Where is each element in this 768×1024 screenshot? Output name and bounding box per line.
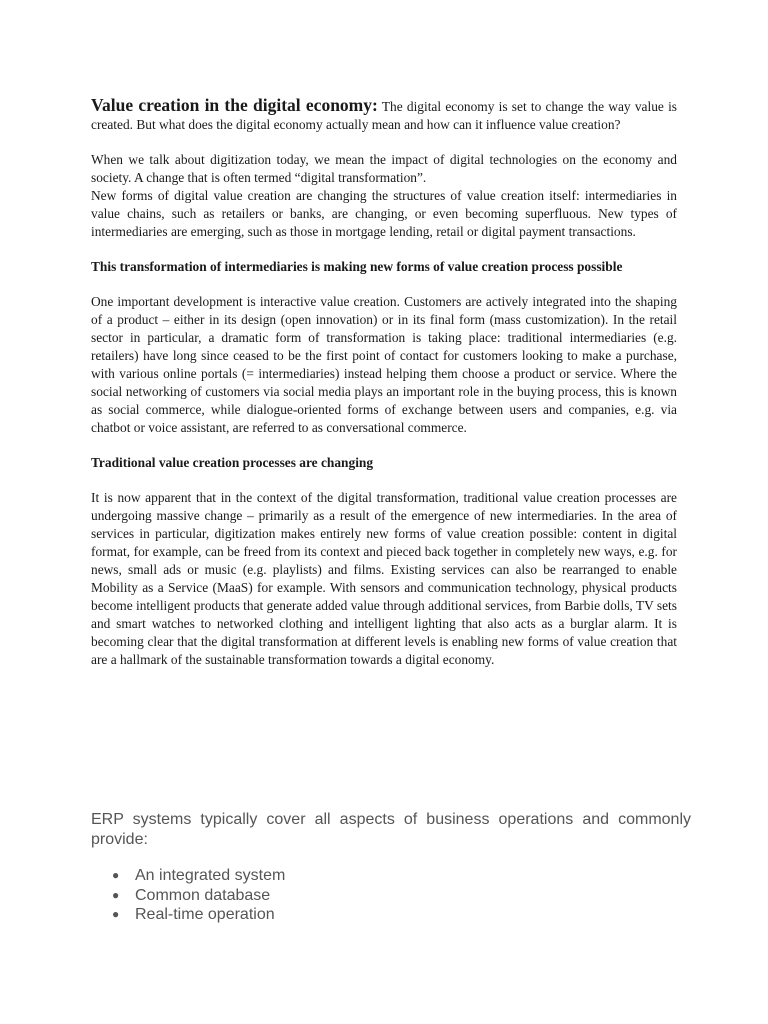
document-page [91, 95, 677, 669]
bullet-icon: ● [112, 907, 120, 921]
bullet-icon: ● [112, 868, 120, 882]
intro-body: The digital economy is set to change the way value is created. But what does the digital economy actually mean and how can it influence value creation? [91, 99, 678, 132]
erp-feature-list [91, 866, 691, 925]
intro-title: Value creation in the digital economy: [91, 95, 378, 115]
list-item [112, 886, 691, 906]
erp-intro-text: ERP systems typically cover all aspects of business operations and commonly provide: [91, 811, 691, 848]
paragraph-interactive-value-creation: One important development is interactive value creation. Customers are actively integrated into the shaping of a product – either in its design (open innovation) or in its final form (mass customization). In the retail sector in particular, a dramatic form of transformation is taking place: traditional intermediaries (e.g. retailers) have long since ceased to be the first point of contact for customers looking to make a purchase, with various online portals (= intermediaries) instead helping them choose a product or service. Where the social networking of customers via social media plays an important role in the buying process, this is known as social commerce, while dialogue-oriented forms of exchange between users and companies, e.g. via chatbot or voice assistant, are referred to as conversational commerce. [91, 294, 677, 435]
paragraph-spacer [91, 437, 677, 454]
list-item [112, 905, 691, 925]
intro-paragraph [91, 95, 677, 134]
paragraph-digitization: When we talk about digitization today, we mean the impact of digital technologies on the economy and society. A change that is often termed “digital transformation”. [91, 152, 677, 185]
list-item-label: Real-time operation [135, 906, 275, 923]
heading-traditional-processes: Traditional value creation processes are changing [91, 455, 374, 470]
heading-intermediaries: This transformation of intermediaries is making new forms of value creation process possible [91, 259, 623, 274]
erp-section [91, 810, 691, 925]
list-item [112, 866, 691, 886]
paragraph-value-creation-forms: New forms of digital value creation are changing the structures of value creation itself: intermediaries in value chains, such as retailers or banks, are changing, or even becoming superfluous. New types of intermediaries are emerging, such as those in mortgage lending, retail or digital payment transactions. [91, 188, 677, 239]
list-item-label: An integrated system [135, 867, 286, 884]
list-item-label: Common database [135, 886, 271, 904]
bullet-icon: ● [112, 887, 120, 902]
paragraph-spacer [91, 241, 677, 258]
paragraph-traditional-processes: It is now apparent that in the context of the digital transformation, traditional value creation processes are undergoing massive change – primarily as a result of the emergence of new intermediaries. In the area of services in particular, digitization makes entirely new forms of value creation possible: content in digital format, for example, can be freed from its context and pieced back together in completely new ways, e.g. for news, small ads or music (e.g. playlists) and films. Existing services can also be rearranged to enable Mobility as a Service (MaaS) for example. With sensors and communication technology, physical products become intelligent products that generate added value through additional services, from Barbie dolls, TV sets and smart watches to networked clothing and intelligent lighting that also acts as a burglar alarm. It is becoming clear that the digital transformation at different levels is enabling new forms of value creation that are a hallmark of the sustainable transformation towards a digital economy. [91, 490, 677, 667]
